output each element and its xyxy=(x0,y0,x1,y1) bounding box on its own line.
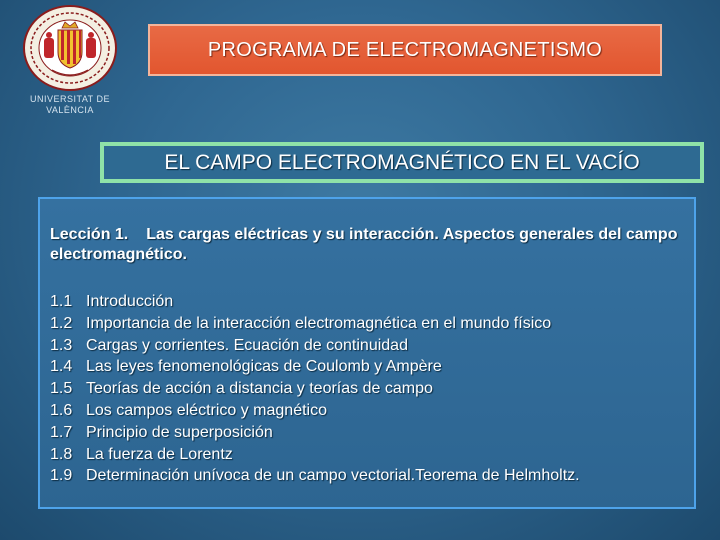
topic-number: 1.2 xyxy=(50,314,73,332)
topic-item xyxy=(50,335,580,357)
topic-item xyxy=(50,444,580,466)
topic-text: Cargas y corrientes. Ecuación de continuidad xyxy=(86,336,408,354)
program-title-banner xyxy=(148,24,662,76)
topic-item xyxy=(50,400,580,422)
topic-number: 1.4 xyxy=(50,358,73,376)
topic-text: Determinación unívoca de un campo vectorial.Teorema de Helmholtz. xyxy=(86,467,580,485)
lesson-number: Lección 1. xyxy=(50,226,129,243)
topic-number: 1.8 xyxy=(50,445,73,463)
lesson-title: Las cargas eléctricas y su interacción. Aspectos generales del campo electromagnético. xyxy=(50,226,678,263)
topic-number: 1.7 xyxy=(50,423,73,441)
topic-number: 1.1 xyxy=(50,293,73,310)
topic-text: Las leyes fenomenológicas de Coulomb y Ampère xyxy=(86,358,442,376)
topic-item xyxy=(50,465,580,487)
topic-text: Teorías de acción a distancia y teorías de campo xyxy=(86,380,433,398)
university-name xyxy=(20,94,120,116)
topic-item xyxy=(50,313,580,335)
topic-item xyxy=(50,356,580,378)
university-name-line2: VALÈNCIA xyxy=(46,105,94,115)
topic-list xyxy=(50,291,580,487)
lesson-content-panel xyxy=(38,197,696,509)
section-title-banner xyxy=(100,142,704,183)
topic-text: Introducción xyxy=(86,293,174,310)
section-title: EL CAMPO ELECTROMAGNÉTICO EN EL VACÍO xyxy=(164,150,640,174)
lesson-heading xyxy=(50,225,686,265)
topic-text: Importancia de la interacción electromagnética en el mundo físico xyxy=(86,314,552,332)
university-name-line1: UNIVERSITAT DE xyxy=(29,94,110,104)
topic-item xyxy=(50,422,580,444)
topic-item xyxy=(50,291,580,313)
topic-item xyxy=(50,378,580,400)
topic-number: 1.3 xyxy=(50,336,73,354)
program-title: PROGRAMA DE ELECTROMAGNETISMO xyxy=(207,38,603,61)
topic-text: La fuerza de Lorentz xyxy=(86,445,233,463)
topic-number: 1.9 xyxy=(50,467,73,485)
topic-number: 1.5 xyxy=(50,380,73,398)
topic-text: Principio de superposición xyxy=(86,423,273,441)
topic-number: 1.6 xyxy=(50,401,73,419)
university-seal-logo xyxy=(22,4,118,92)
topic-text: Los campos eléctrico y magnético xyxy=(86,401,327,419)
